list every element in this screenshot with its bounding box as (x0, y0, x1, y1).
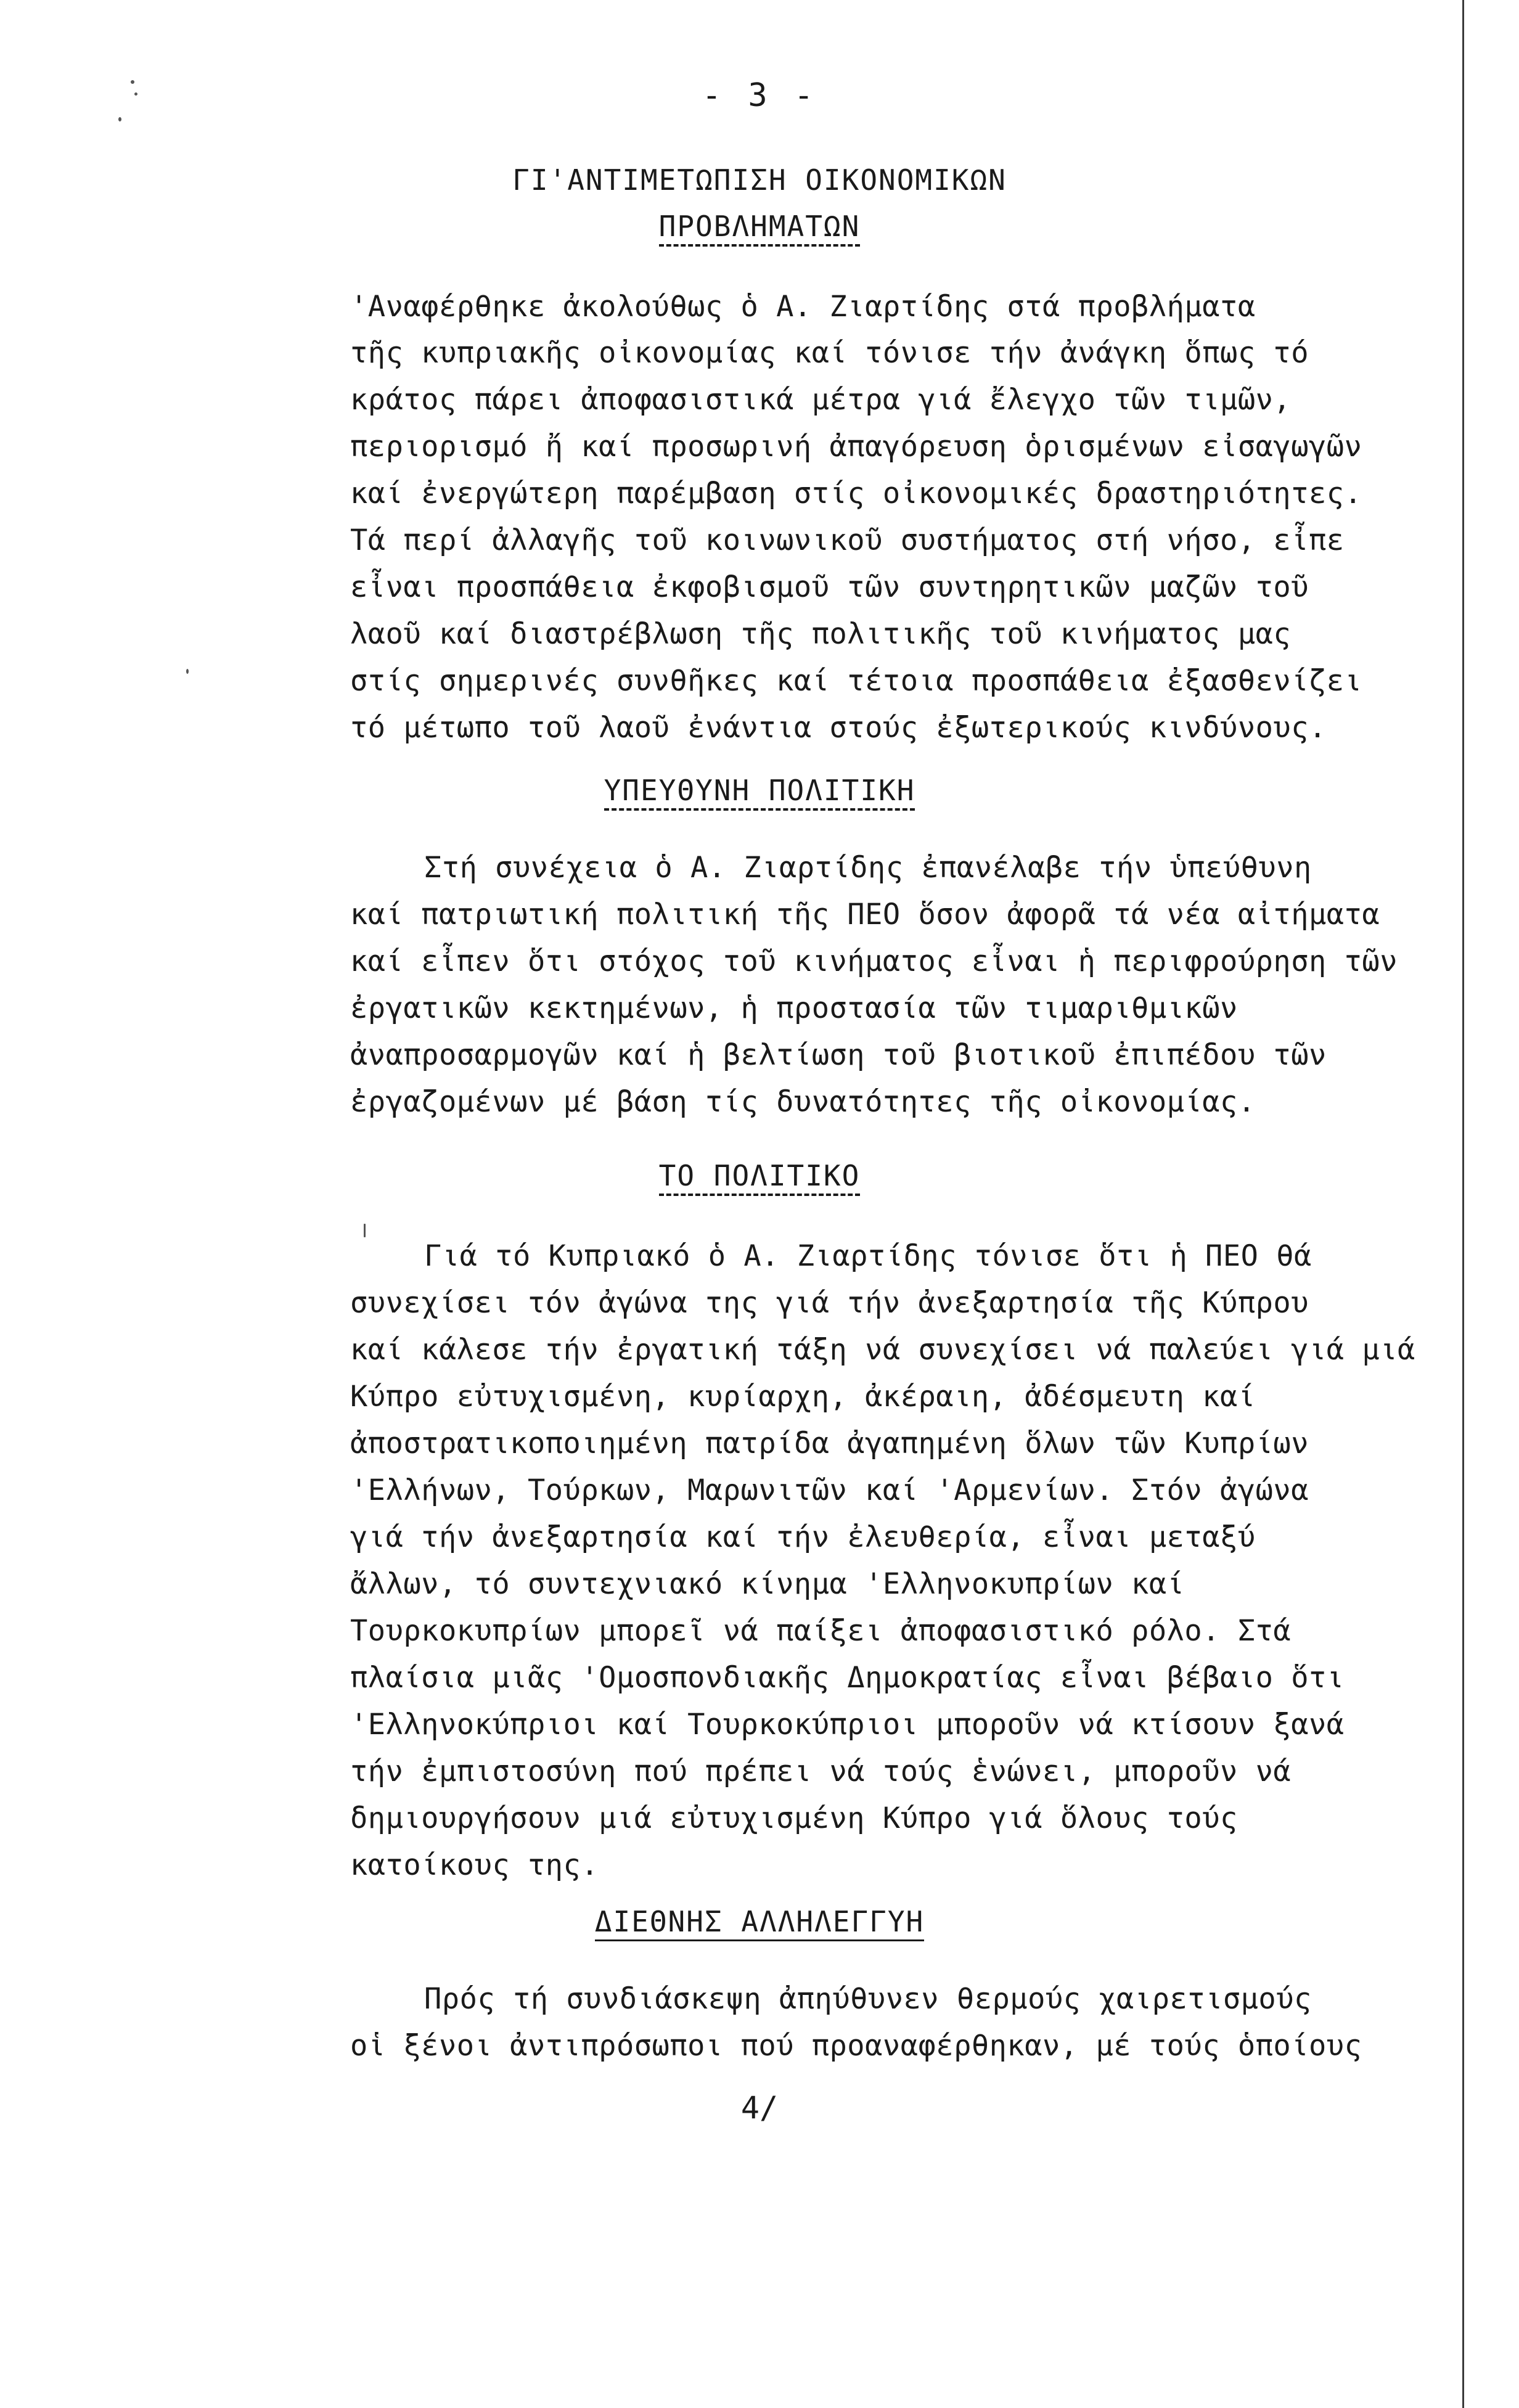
text-line: 'Ελληνοκύπριοι καί Τουρκοκύπριοι μποροῦν νά κτίσουν ξανά (350, 1708, 1345, 1742)
text-line: ἐργαζομένων μέ βάση τίς δυνατότητες τῆς οἰκονομίας. (350, 1085, 1256, 1119)
section-heading-the-political (0, 1159, 1519, 1192)
text-line: Κύπρο εὐτυχισμένη, κυρίαρχη, ἀκέραιη, ἀδέσμευτη καί (350, 1380, 1256, 1414)
continuation-page-marker: 4/ (740, 2090, 779, 2126)
text-line: δημιουργήσουν μιά εὐτυχισμένη Κύπρο γιά ὅλους τούς (350, 1801, 1238, 1835)
text-line: τῆς κυπριακῆς οἰκονομίας καί τόνισε τήν ἀνάγκη ὅπως τό (350, 336, 1309, 370)
text-line: εἶναι προσπάθεια ἐκφοβισμοῦ τῶν συντηρητικῶν μαζῶν τοῦ (350, 570, 1309, 604)
text-line: κατοίκους της. (350, 1848, 599, 1882)
heading-line: ΤΟ ΠΟΛΙΤΙΚΟ (659, 1159, 861, 1196)
text-line: καί εἶπεν ὅτι στόχος τοῦ κινήματος εἶναι ἡ περιφρούρηση τῶν (350, 944, 1398, 978)
heading-line: ΥΠΕΥΘΥΝΗ ΠΟΛΙΤΙΚΗ (604, 774, 915, 811)
text-line: κράτος πάρει ἀποφασιστικά μέτρα γιά ἔλεγχο τῶν τιμῶν, (350, 383, 1292, 417)
section-heading-international-solidarity (0, 1905, 1519, 1938)
text-line: ἀναπροσαρμογῶν καί ἡ βελτίωση τοῦ βιοτικοῦ ἐπιπέδου τῶν (350, 1038, 1327, 1072)
text-line: Τουρκοκυπρίων μπορεῖ νά παίξει ἀποφασιστικό ρόλο. Στά (350, 1614, 1292, 1648)
heading-line: ΔΙΕΘΝΗΣ ΑΛΛΗΛΕΓΓΥΗ (595, 1905, 925, 1941)
text-line: περιορισμό ἤ καί προσωρινή ἀπαγόρευση ὁρισμένων εἰσαγωγῶν (350, 430, 1362, 464)
text-line: 'Ελλήνων, Τούρκων, Μαρωνιτῶν καί 'Αρμενίων. Στόν ἀγώνα (350, 1473, 1309, 1507)
text-line: καί κάλεσε τήν ἐργατική τάξη νά συνεχίσει νά παλεύει γιά μιά (350, 1333, 1415, 1367)
text-line: τό μέτωπο τοῦ λαοῦ ἐνάντια στούς ἐξωτερικούς κινδύνους. (350, 711, 1327, 745)
text-line: οἱ ξένοι ἀντιπρόσωποι πού προαναφέρθηκαν, μέ τούς ὁποίους (350, 2029, 1362, 2063)
text-line: γιά τήν ἀνεξαρτησία καί τήν ἐλευθερία, εἶναι μεταξύ (350, 1520, 1256, 1554)
text-line: λαοῦ καί διαστρέβλωση τῆς πολιτικῆς τοῦ κινήματος μας (350, 617, 1292, 651)
text-line: στίς σημερινές συνθῆκες καί τέτοια προσπάθεια ἐξασθενίζει (350, 664, 1362, 698)
page-number: - 3 - (702, 77, 817, 114)
scan-speck (364, 1224, 366, 1237)
scan-speck (118, 117, 121, 121)
scan-edge-line (1462, 0, 1464, 2408)
section-heading-responsible-policy (0, 774, 1519, 807)
section-heading-economic-problems-continued (0, 210, 1519, 243)
text-line: Τά περί ἀλλαγῆς τοῦ κοινωνικοῦ συστήματος στή νήσο, εἶπε (350, 523, 1345, 557)
text-line: ἐργατικῶν κεκτημένων, ἡ προστασία τῶν τιμαριθμικῶν (350, 991, 1238, 1025)
text-line: καί πατριωτική πολιτική τῆς ΠΕΟ ὅσον ἀφορᾶ τά νέα αἰτήματα (350, 898, 1380, 932)
text-line: Πρός τή συνδιάσκεψη ἀπηύθυνεν θερμούς χαιρετισμούς (424, 1982, 1312, 2016)
text-line: ἄλλων, τό συντεχνιακό κίνημα 'Ελληνοκυπρίων καί (350, 1567, 1185, 1601)
section-heading-economic-problems (0, 163, 1519, 197)
text-line: Στή συνέχεια ὁ Α. Ζιαρτίδης ἐπανέλαβε τήν ὑπεύθυνη (424, 851, 1312, 885)
heading-line: ΓΙ'ΑΝΤΙΜΕΤΩΠΙΣΗ ΟΙΚΟΝΟΜΙΚΩΝ (512, 163, 1007, 197)
text-line: πλαίσια μιᾶς 'Ομοσπονδιακῆς Δημοκρατίας εἶναι βέβαιο ὅτι (350, 1661, 1345, 1695)
scan-speck (186, 669, 189, 674)
text-line: συνεχίσει τόν ἀγώνα της γιά τήν ἀνεξαρτησία τῆς Κύπρου (350, 1286, 1309, 1320)
text-line: καί ἐνεργώτερη παρέμβαση στίς οἰκονομικές δραστηριότητες. (350, 477, 1362, 510)
heading-line: ΠΡΟΒΛΗΜΑΤΩΝ (659, 210, 861, 247)
text-line: 'Αναφέρθηκε ἀκολούθως ὁ Α. Ζιαρτίδης στά προβλήματα (350, 290, 1256, 324)
text-line: Γιά τό Κυπριακό ὁ Α. Ζιαρτίδης τόνισε ὅτι ἡ ΠΕΟ θά (424, 1239, 1312, 1273)
text-line: τήν ἐμπιστοσύνη πού πρέπει νά τούς ἑνώνει, μποροῦν νά (350, 1755, 1292, 1788)
text-line: ἀποστρατικοποιημένη πατρίδα ἀγαπημένη ὅλων τῶν Κυπρίων (350, 1427, 1309, 1460)
